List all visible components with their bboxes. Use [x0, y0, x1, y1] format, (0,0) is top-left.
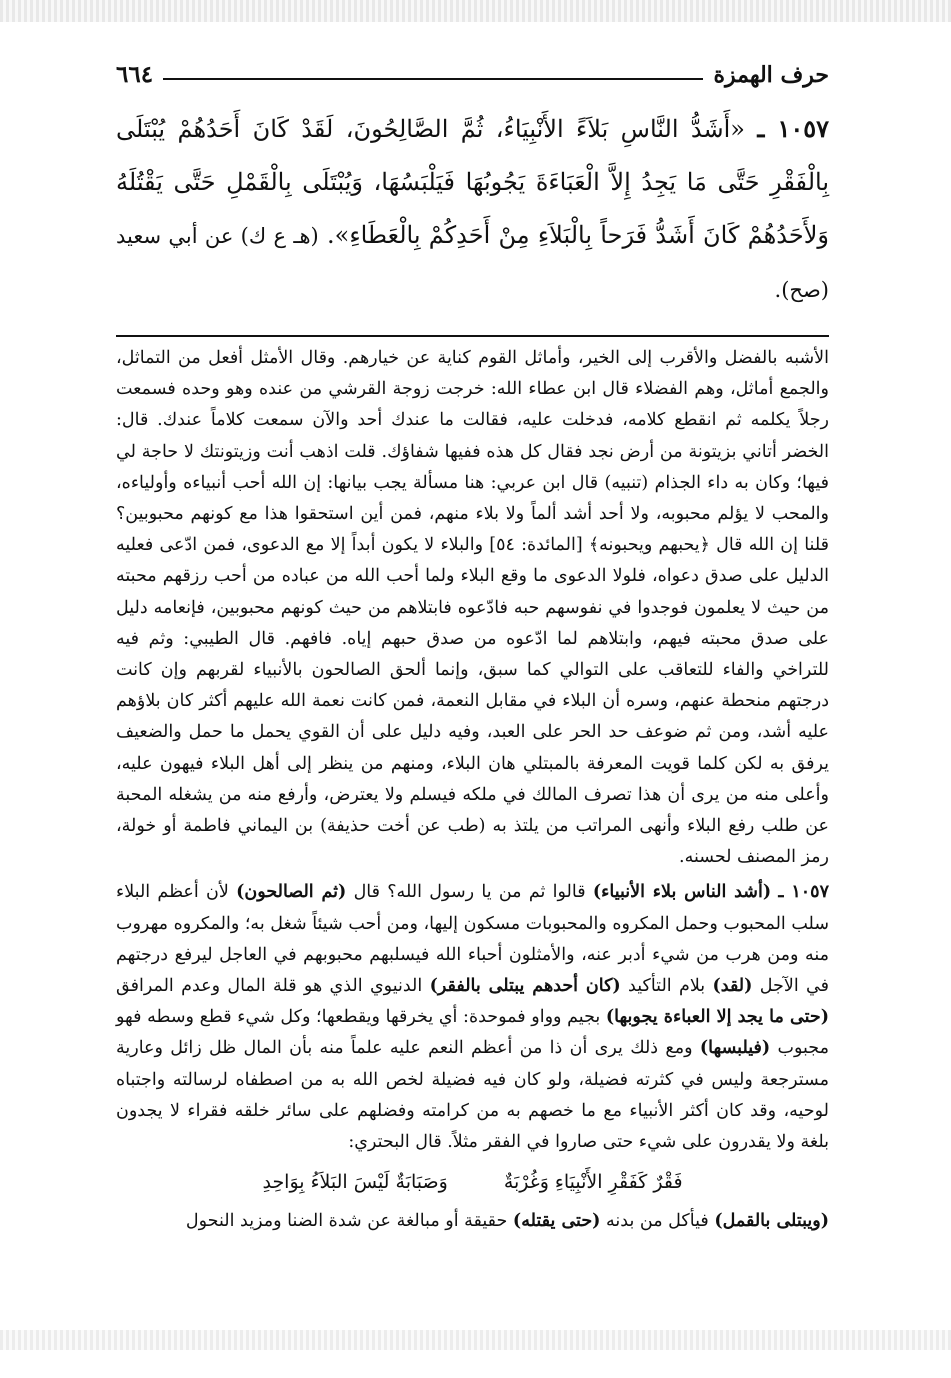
commentary-text: حقيقة أو مبالغة عن شدة الضنا ومزيد النحول: [185, 1211, 508, 1232]
poem-second-hemistich: وَصَبَابَةٌ لَيْسَ البَلاَءُ بِوَاحِدِ: [262, 1171, 448, 1194]
commentary-paragraph-1: الأشبه بالفضل والأقرب إلى الخير، وأماثل القوم كناية عن خيارهم. وقال الأمثل أفعل من التماثل، والجمع أماثل، وهم الفضلاء قال ابن عطاء الله: خرجت زوجة القرشي من عنده وهو وحده فسمعت رجلاً يكلمه ثم انقطع كلامه، فدخلت عليه، فقالت ما عندك أحد والآن سمعت كلاماً عندك. قال: الخضر أتاني بزيتونة من أرض نجد فقال كل هذه ففيها شفاؤك. قلت اذهب أنت وزيتونتك لا حاجة لي فيها؛ وكان به داء الجذام (تنبيه) قال ابن عربي: هنا مسألة يجب بيانها: إن الله أحب أنبياءه وأولياءه، والمحب لا يؤلم محبوبه، ولا أحد أشد ألماً ولا بلاء منهم، فمن أين استحقوا هذا مع كونهم محبوبين؟ قلنا إن الله قال ﴿يحبهم ويحبونه﴾ [المائدة: ٥٤] والبلاء لا يكون أبداً إلا مع الدعوى، فمن ادّعى فعليه الدليل على صدق دعواه، فلولا الدعوى ما وقع البلاء ولما أحب الله من عباده من أحب رزقهم محبته من حيث لا يعلمون فوجدوا في نفوسهم حبه فادّعوه فابتلاهم من حيث كونهم محبوبين، فإنعامه دليل على صدق محبته فيهم، وابتلاهم لما ادّعوه من صدق حبهم إياه. فافهم. قال الطيبي: وثم فيه للتراخي والفاء للتعاقب على التوالي كما سبق، وإنما ألحق الصالحون بالأنبياء لقربهم وإن كانت درجتهم منحطة عنهم، وسره أن البلاء في مقابل النعمة، فمن كانت نعمة الله عليهم أكثر كان بلاؤهم عليه أشد، ومن ثم ضوعف حد الحر على العبد، وفيه دليل على أن القوي يحمل ما حمل والضعيف يرفق به لكن كلما قويت المعرفة بالمبتلي هان البلاء، ومنهم من ينظر إلى أهل البلاء فيهون عليه، وأعلى منه من يرى أن هذا تصرف المالك في ملكه فيسلم ولا يعترض، وأرفع منه من يشغله المحبة عن طلب رفع البلاء وأنهى المراتب من يلتذ به (طب عن أخت حذيفة) بن اليماني فاطمة أو خولة، رمز المصنف لحسنه.: [116, 348, 829, 868]
commentary-text: بلام التأكيد: [628, 976, 706, 997]
hadith-number: ١٠٥٧ ـ: [757, 114, 829, 143]
hadith-source: (هـ ع ك) عن أبي سعيد (صح).: [116, 224, 829, 302]
commentary-text: قالوا ثم من يا رسول الله؟ قال: [353, 882, 586, 903]
commentary-text: ومع ذلك يرى أن ذا من أعظم النعم عليه علماً منه بأن المال ظل زائل وعارية مسترجعة وليس في كثرته فضيلة، ولو كان فيه فضيلة لخص الله به من اصطفاه لرسالته واجتباه لوحيه، وقد كان أكثر الأنبياء مع ما خصهم به من كرامته وفضلهم على سائر خلقه فقراء لا يجدون بلغة ولا يقدرون على شيء حتى صاروا في الفقر مثلاً. قال البحتري:: [116, 1038, 829, 1153]
poem-verse: [116, 1162, 829, 1202]
quoted-phrase: (حتى ما يجد إلا العباءة يجوبها): [605, 1007, 829, 1028]
page-number: ٦٦٤: [116, 61, 154, 88]
page-header: [116, 52, 829, 90]
commentary-text: فيأكل من بدنه: [606, 1211, 709, 1232]
quoted-phrase: (حتى يقتله): [512, 1211, 601, 1232]
scan-edge-top: [0, 0, 951, 22]
book-page: [116, 52, 829, 1237]
quoted-phrase: (فيلبسها): [699, 1038, 771, 1059]
poem-first-hemistich: فَقْرٌ كَفَقْرِ الأَنْبِيَاءِ وَغُرْبَةٌ: [503, 1171, 683, 1194]
scan-edge-bottom: [0, 1330, 951, 1350]
commentary-paragraph-3: [116, 1206, 829, 1237]
quoted-phrase: (أشد الناس بلاء الأنبياء): [592, 882, 772, 903]
header-rule: [163, 78, 703, 80]
commentary-text: الدنيوي الذي هو قلة المال وعدم المرافق: [116, 976, 423, 997]
hadith-matn: «أَشَدُّ النَّاسِ بَلاَءً الأَنْبِيَاءُ، ثُمَّ الصَّالِحُونَ، لَقَدْ كَانَ أَحَدُهُمْ يُبْتَلَى بِالْفَقْرِ حَتَّى مَا يَجِدُ إِلاَّ الْعَبَاءَةَ يَجُوبُهَا فَيَلْبَسُهَا، وَيُبْتَلَى بِالْقَمْلِ حَتَّى يَقْتُلَهُ وَلأَحَدُهُمْ كَانَ أَشَدُّ فَرَحاً بِالْبَلاَءِ مِنْ أَحَدِكُمْ بِالْعَطَاءِ».: [116, 115, 829, 249]
quoted-phrase: (لقد): [712, 976, 753, 997]
chapter-title: حرف الهمزة: [713, 62, 829, 88]
commentary-paragraph-2: [116, 877, 829, 1158]
quoted-phrase: (ثم الصالحون): [236, 882, 347, 903]
commentary-entry-number: ١٠٥٧ ـ: [778, 882, 829, 903]
hadith-text-block: [116, 102, 829, 317]
footnote-separator: [116, 335, 829, 337]
commentary-text: بجيم وواو فموحدة: أي يخرقها ويقطعها؛ وكل شيء قطع وسطه فهو مجبوب: [116, 1007, 829, 1059]
quoted-phrase: (ويبتلى بالقمل): [714, 1211, 829, 1232]
commentary-text: لأن أعظم البلاء سلب المحبوب وحمل المكروه والمحبوبات مسكون إليها، ومن أحب شيئاً شغل به؛ والمكروه مهروب منه ومن هرب من شيء أدبر عنه، والأمثلون أحباء الله فيسلبهم محبوبهم في العاجل ليرفع درجتهم في الآجل: [116, 882, 829, 997]
quoted-phrase: (كان أحدهم يبتلى بالفقر): [429, 976, 621, 997]
